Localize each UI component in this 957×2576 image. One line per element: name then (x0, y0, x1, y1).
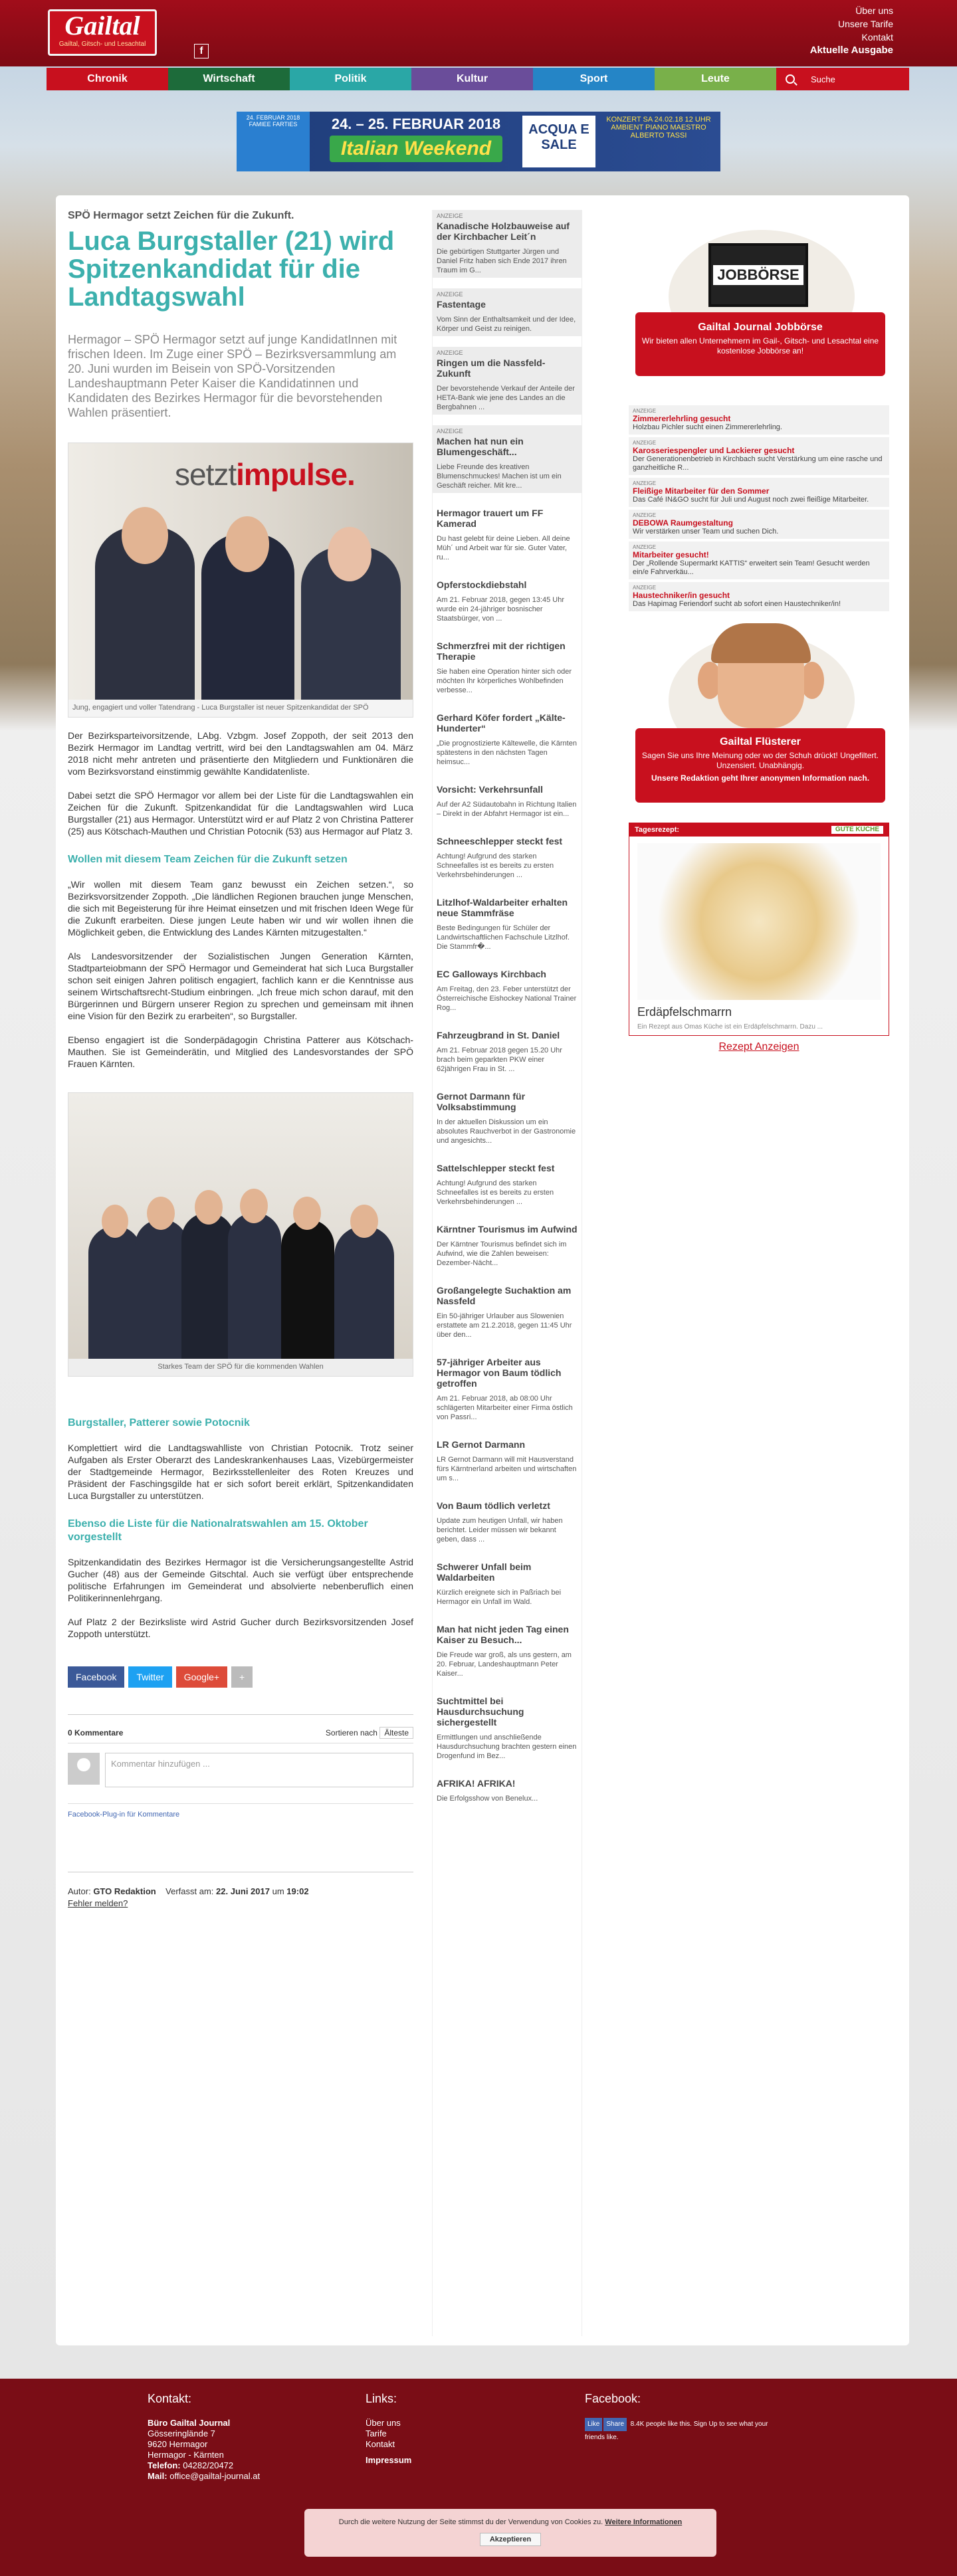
job-item[interactable] (629, 510, 889, 539)
share-twitter-button[interactable]: Twitter (128, 1666, 171, 1688)
news-teaser: Die Erfolgsshow von Benelux... (437, 1795, 538, 1803)
sidebar-news-item[interactable] (433, 1353, 582, 1425)
sidebar-news-item[interactable] (433, 780, 582, 821)
cookie-banner: Durch die weitere Nutzung der Seite stimmst du der Verwendung von Cookies zu. Weitere Informationen Akzeptieren (304, 2509, 716, 2557)
nav-kultur[interactable]: Kultur (411, 68, 533, 90)
recipe-box[interactable]: Tagesrezept: GUTE KÜCHE Erdäpfelschmarrn Ein Rezept aus Omas Küche ist ein Erdäpfelschmarrn. Dazu ... (629, 823, 889, 1036)
comments: 0 Kommentare Sortieren nach Älteste Kommentar hinzufügen ... Facebook-Plug-in für Kommentare (68, 1714, 413, 1819)
news-title: Litzlhof-Waldarbeiter erhalten neue Stammfräse (437, 897, 568, 918)
news-teaser: Der Kärntner Tourismus befindet sich im Aufwind, wie die Zahlen beweisen: Dezember-Nächt... (437, 1240, 567, 1267)
sidebar-news-item[interactable] (433, 1159, 582, 1209)
share-more-button[interactable]: + (231, 1666, 253, 1688)
news-teaser: Kürzlich ereignete sich in Paßriach bei Hermagor ein Unfall im Wald. (437, 1589, 562, 1606)
ad-label: ANZEIGE (437, 428, 463, 435)
subheading: Burgstaller, Patterer sowie Potocnik (68, 1417, 250, 1429)
news-title: 57-jähriger Arbeiter aus Hermagor von Baum tödlich getroffen (437, 1357, 562, 1389)
article-meta: Autor: GTO Redaktion Verfasst am: 22. Juni 2017 um 19:02 Fehler melden? (68, 1872, 413, 1910)
sidebar-news-item[interactable] (433, 1435, 582, 1486)
main-nav (47, 68, 909, 90)
sidebar-news-item[interactable] (433, 965, 582, 1015)
news-teaser: Achtung! Aufgrund des starken Schneefalles ist es bereits zu ersten Verkehrsbehinderungen ... (437, 1179, 554, 1206)
article-title: Luca Burgstaller (21) wird Spitzenkandidat für die Landtagswahl (68, 227, 395, 312)
sort-select[interactable]: Älteste (379, 1727, 413, 1739)
sidebar-news-item[interactable] (433, 425, 582, 493)
news-title: EC Galloways Kirchbach (437, 969, 546, 979)
site-logo[interactable]: Gailtal Gailtal, Gitsch- und Lesachtal (48, 9, 157, 56)
gute-kueche-logo: GUTE KÜCHE (831, 826, 883, 834)
news-teaser: Update zum heutigen Unfall, wir haben berichtet. Leider müssen wir bekannt geben, dass ... (437, 1517, 563, 1543)
sidebar-news-item[interactable] (433, 1774, 582, 1806)
ad-label: ANZEIGE (633, 408, 657, 414)
sidebar-news-item[interactable] (433, 832, 582, 882)
news-teaser: Die Freude war groß, als uns gestern, am 20. Februar, Landeshauptmann Peter Kaiser... (437, 1651, 572, 1678)
sidebar-news-item[interactable] (433, 1557, 582, 1609)
recipe-image (637, 843, 881, 1000)
news-title: Opferstockdiebstahl (437, 579, 527, 590)
news-title: Gernot Darmann für Volksabstimmung (437, 1091, 526, 1112)
sidebar-news-item[interactable] (433, 637, 582, 698)
sidebar-news-item[interactable] (433, 1496, 582, 1547)
job-teaser: Das Café IN&GO sucht für Juli und August noch zwei fleißige Mitarbeiter. (633, 496, 869, 504)
report-error-link[interactable]: Fehler melden? (68, 1898, 128, 1908)
job-list (629, 405, 889, 611)
comment-input[interactable]: Kommentar hinzufügen ... (105, 1753, 413, 1787)
sidebar-news-item[interactable] (433, 893, 582, 954)
news-teaser: In der aktuellen Diskussion um ein absolutes Rauchverbot in der Gastronomie und angesichts... (437, 1118, 576, 1145)
search-input[interactable]: Suche (776, 68, 909, 90)
ad-label: ANZEIGE (437, 349, 463, 356)
news-teaser: Am Freitag, den 23. Feber unterstützt der Österreichische Eishockey National Trainer Rog... (437, 985, 577, 1012)
news-title: Fastentage (437, 299, 486, 310)
news-title: Fahrzeugbrand in St. Daniel (437, 1030, 560, 1040)
news-teaser: Achtung! Aufgrund des starken Schneefalles ist es bereits zu ersten Verkehrsbehinderungen ... (437, 852, 554, 879)
ad-banner[interactable]: 24. FEBRUAR 2018 FAMIEE FARTIES 24. – 25. FEBRUAR 2018 Italian Weekend ACQUA E SALE KONZERT SA 24.02.18 12 UHR AMBIENT PIANO MAESTRO ALBERTO TASSI (237, 112, 720, 171)
news-teaser: „Die prognostizierte Kältewelle, die Kärnten spätestens in den nächsten Tagen heimsuc... (437, 740, 577, 766)
news-title: Sattelschlepper steckt fest (437, 1163, 555, 1173)
sidebar-news-item[interactable] (433, 504, 582, 565)
fluesterer-teaser[interactable]: Gailtal Flüsterer Sagen Sie uns Ihre Meinung oder wo der Schuh drückt! Ungefiltert. Unzensiert. Unabhängig. Unsere Redaktion geht Ihrer anonymen Information nach. (629, 622, 889, 815)
nav-politik[interactable]: Politik (290, 68, 411, 90)
news-title: Kanadische Holzbauweise auf der Kirchbacher Leit´n (437, 221, 570, 242)
news-title: Suchtmittel bei Hausdurchsuchung sichergestellt (437, 1696, 524, 1728)
article-body-2: Burgstaller, Patterer sowie Potocnik Komplettiert wird die Landtagswahlliste von Christian Potocnik. Trotz seiner Aufgaben als Erster Oberarzt des Landeskrankenhauses Laas, Vizebürgermeister der Stadtgemeinde Hermagor, Bezirksstellenleiter des Roten Kreuzes und Präsident der Faschingsgilde hat er sich sofort bereit erklärt, Spitzenkandidaten Luca Burgstaller zu unterstützen. Ebenso die Liste für die Nationalratswahlen am 15. Oktober vorgestellt Spitzenkandidatin des Bezirkes Hermagor ist die Versicherungsangestellte Astrid Gucher (48) aus der Gemeinde Gitschtal. Auch sie verfügt über entsprechende politische Erfahrungen im Gemeinderat und absolvierte nebenberuflich einen Politikerinnenlehrgang. Auf Platz 2 der Bezirksliste wird Astrid Gucher durch Bezirksvorsitzenden Josef Zoppoth unterstützt. (68, 1417, 413, 1639)
news-title: Schmerzfrei mit der richtigen Therapie (437, 641, 566, 662)
sidebar-news-item[interactable] (433, 1026, 582, 1076)
news-teaser: Der bevorstehende Verkauf der Anteile der HETA-Bank wie jene des Landes an die Bergbahnen ... (437, 385, 575, 411)
photo-image (68, 1093, 413, 1359)
job-title[interactable]: DEBOWA Raumgestaltung (633, 518, 733, 528)
job-title[interactable]: Zimmererlehrling gesucht (633, 414, 731, 423)
photo-image: setztimpulse. (68, 443, 413, 700)
news-teaser: Beste Bedingungen für Schüler der Landwirtschaftlichen Fachschule Litzlhof. Die Stammfr�... (437, 924, 570, 951)
ad-label: ANZEIGE (633, 585, 657, 591)
ad-label: ANZEIGE (633, 440, 657, 446)
subheading: Wollen mit diesem Team Zeichen für die Zukunft setzen (68, 854, 348, 865)
sidebar-news-item[interactable] (433, 1087, 582, 1148)
footer-link-tarife[interactable]: Tarife (366, 2428, 387, 2438)
job-title[interactable]: Mitarbeiter gesucht! (633, 550, 709, 559)
job-item[interactable] (629, 542, 889, 579)
news-teaser: Am 21. Februar 2018, ab 08:00 Uhr schlägerten Mitarbeiter einer Firma östlich von Passri... (437, 1395, 573, 1421)
news-title: Man hat nicht jeden Tag einen Kaiser zu Besuch... (437, 1624, 569, 1645)
news-title: Gerhard Köfer fordert „Kälte-Hunderter“ (437, 712, 566, 734)
facebook-icon[interactable]: f (194, 44, 209, 58)
news-title: LR Gernot Darmann (437, 1439, 526, 1450)
news-teaser: Liebe Freunde des kreativen Blumenschmuckes! Machen ist um ein Geschäft reicher. Mit kre... (437, 463, 562, 490)
news-teaser: Am 21. Februar 2018 gegen 15.20 Uhr brach beim geparkten PKW einer 62jährigen Frau in St. ... (437, 1046, 562, 1073)
search-icon[interactable] (786, 74, 795, 84)
job-teaser: Das Hapimag Feriendorf sucht ab sofort einen Haustechniker/in! (633, 600, 841, 608)
news-title: Kärntner Tourismus im Aufwind (437, 1224, 578, 1235)
ad-label: ANZEIGE (437, 291, 463, 298)
job-item[interactable] (629, 437, 889, 475)
avatar (68, 1753, 100, 1785)
ad-label: ANZEIGE (633, 480, 657, 486)
footer-mail[interactable]: office@gailtal-journal.at (169, 2471, 261, 2481)
sidebar-news-item[interactable] (433, 1692, 582, 1763)
news-title: Hermagor trauert um FF Kamerad (437, 508, 544, 529)
news-teaser: LR Gernot Darmann will mit Hausverstand fürs Kärntnerland arbeiten und wirtschaften um s... (437, 1456, 577, 1482)
photo-caption: Jung, engagiert und voller Tatendrang - Luca Burgstaller ist neuer Spitzenkandidat der SPÖ (72, 704, 369, 712)
sidebar-news-item[interactable] (433, 1220, 582, 1270)
sidebar-news-item[interactable] (433, 210, 582, 278)
job-teaser: Der „Rollende Supermarkt KATTIS“ erweitert sein Team! Gesucht werden ein/e Fahrverkäu... (633, 559, 870, 576)
news-title: AFRIKA! AFRIKA! (437, 1778, 516, 1789)
news-title: Ringen um die Nassfeld-Zukunft (437, 357, 546, 379)
article (68, 210, 413, 1910)
share-facebook-button[interactable]: Facebook (68, 1666, 124, 1688)
cookie-accept-button[interactable]: Akzeptieren (480, 2533, 541, 2546)
sidebar-news-item[interactable] (433, 1620, 582, 1681)
news-teaser: Vom Sinn der Enthaltsamkeit und der Idee, Körper und Geist zu reinigen. (437, 316, 576, 333)
footer: Kontakt: Büro Gailtal Journal Gösseringlände 7 9620 Hermagor Hermagor - Kärnten Telefon: 04282/20472 Mail: office@gailtal-journal.at Links: Über uns Tarife Kontakt Impressum Facebook: Like Share 8.4K people like this. Sign Up to see what your friends like. (0, 2379, 957, 2576)
news-teaser: Ein 50-jähriger Urlauber aus Slowenien erstattete am 21.2.2018, gegen 11:45 Uhr über den... (437, 1312, 572, 1339)
news-title: Von Baum tödlich verletzt (437, 1500, 550, 1511)
sidebar-news-item[interactable] (433, 288, 582, 336)
fb-share-button[interactable]: Share (603, 2418, 627, 2431)
fb-plugin-link[interactable]: Facebook-Plug-in für Kommentare (68, 1803, 413, 1819)
jobboerse-teaser[interactable]: JOBBÖRSE Gailtal Journal Jobbörse Wir bieten allen Unternehmern im Gail-, Gitsch- und Lesachtal eine kostenlose Jobbörse an! (629, 210, 889, 396)
news-title: Schwerer Unfall beim Waldarbeiten (437, 1561, 532, 1583)
article-photo-2[interactable] (68, 1092, 413, 1377)
job-item[interactable] (629, 405, 889, 435)
job-title[interactable]: Karosseriespengler und Lackierer gesucht (633, 446, 795, 455)
photo-caption: Starkes Team der SPÖ für die kommenden Wahlen (158, 1363, 324, 1371)
news-title: Schneeschlepper steckt fest (437, 836, 563, 846)
right-sidebar (629, 210, 889, 1053)
subheading: Ebenso die Liste für die Nationalratswahlen am 15. Oktober vorgestellt (68, 1518, 368, 1543)
sidebar-news-item[interactable] (433, 575, 582, 626)
news-teaser: Sie haben eine Operation hinter sich oder möchten Ihr körperliches Wohlbefinden verbesse... (437, 668, 572, 694)
job-teaser: Der Generationenbetrieb in Kirchbach sucht Verstärkung um eine rasche und ganzheitliche R... (633, 455, 883, 472)
recipe-button[interactable]: Rezept Anzeigen (718, 1041, 799, 1052)
fb-like-button[interactable]: Like (585, 2418, 602, 2431)
link-kontakt[interactable]: Kontakt (861, 32, 893, 43)
nav-leute[interactable]: Leute (655, 68, 776, 90)
job-title[interactable]: Haustechniker/in gesucht (633, 591, 730, 600)
news-teaser: Du hast gelebt für deine Lieben. All deine Müh´ und Arbeit war für sie. Guter Vater, ru... (437, 535, 570, 561)
news-teaser: Am 21. Februar 2018, gegen 13:45 Uhr wurde ein 24-jähriger bosnischer Staatsbürger, von ... (437, 596, 565, 623)
sidebar-news-item[interactable] (433, 347, 582, 415)
news-title: Machen hat nun ein Blumengeschäft... (437, 436, 524, 457)
content-panel (56, 195, 909, 2345)
ad-label: ANZEIGE (633, 512, 657, 518)
recipe-name: Erdäpfelschmarrn (637, 1005, 732, 1019)
header (0, 0, 957, 66)
share-google-button[interactable]: Google+ (176, 1666, 227, 1688)
sidebar-news-item[interactable] (433, 1281, 582, 1342)
footer-link-kontakt[interactable]: Kontakt (366, 2439, 395, 2449)
job-teaser: Holzbau Pichler sucht einen Zimmererlehrling. (633, 423, 782, 431)
link-aktuelle-ausgabe[interactable]: Aktuelle Ausgabe (809, 45, 893, 56)
job-item[interactable] (629, 582, 889, 611)
job-teaser: Wir verstärken unser Team und suchen Dich. (633, 528, 779, 536)
article-lead: Hermagor – SPÖ Hermagor setzt auf junge KandidatInnen mit frischen Ideen. Im Zuge einer SPÖ – Bezirksversammlung am 20. Juni wurden im Beisein von SPÖ-Vorsitzenden Landeshauptmann Peter Kaiser die Kandidatinnen und Kandidaten des Bezirkes Hermagor für die bevorstehenden Wahlen präsentiert. (68, 333, 397, 419)
article-body: Der Bezirksparteivorsitzende, LAbg. Vzbgm. Josef Zoppoth, der seit 2013 den Bezirk Hermagor im Landtag vertritt, wird bei den Landtagswahlen am 04. März 2018 nicht mehr antreten und präsentierte den Mitgliedern und Funktionären die vom Bezirksvorstand einstimmig gewählte Kandidatenliste. Dabei setzt die SPÖ Hermagor vor allem bei der Liste für die Landtagswahlen ein Zeichen für die Zukunft. Spitzenkandidat für die Landtagswahlen wird Luca Burgstaller (21) aus Hermagor. Unterstützt wird er auf Platz 2 von Christina Patterer (25) aus Kötschach-Mauthen und Christian Potocnik (53) aus Hermagor auf Platz 3. Wollen mit diesem Team Zeichen für die Zukunft setzen „Wir wollen mit diesem Team ganz bewusst ein Zeichen setzen.“, so Bezirksvorsitzender Zoppoth. „Die ländlichen Regionen brauchen junge Menschen, die sich mit Begeisterung für ihre Heimat einsetzen und mit frischen Ideen Wege für die Zukunft erarbeiten. Diese jungen Leute haben wir und wir wollen ihnen die Möglichkeit geben, die Entwicklung des Landes Kärnten mitzugestalten.“ Als Landesvorsitzender der Sozialistischen Jungen Generation Kärnten, Stadtparteiobmann der SPÖ Hermagor und Gemeinderat hat sich Luca Burgstaller schon seit einigen Jahren politisch engagiert, fachlich kann er die Kenntnisse aus seinem Wirtschaftsrecht-Studium einbringen. „Ich freue mich schon darauf, mit den Bürgerinnen und Bürgern unserer Region zu sprechen und gemeinsam mit ihnen eine Vision für den Bezirk zu erarbeiten“, so Burgstaller. Ebenso engagiert ist die Sonderpädagogin Christina Patterer aus Kötschach-Mauthen. Sie ist Gemeinderätin, und Mitglied des Landesvorstandes der SPÖ Frauen Kärnten. (68, 730, 413, 1069)
news-sidebar (432, 210, 582, 2336)
top-links (810, 4, 893, 57)
job-item[interactable] (629, 478, 889, 507)
sidebar-news-item[interactable] (433, 708, 582, 769)
news-title: Großangelegte Suchaktion am Nassfeld (437, 1285, 572, 1306)
news-teaser: Die gebürtigen Stuttgarter Jürgen und Daniel Fritz haben sich Ende 2017 ihren Traum im G... (437, 248, 567, 274)
link-tarife[interactable]: Unsere Tarife (837, 19, 893, 29)
cookie-info-link[interactable]: Weitere Informationen (605, 2518, 683, 2526)
news-teaser: Auf der A2 Südautobahn in Richtung Italien – Direkt in der Abfahrt Hermagor ist ein... (437, 801, 577, 818)
article-photo[interactable] (68, 443, 413, 718)
footer-link-ueber-uns[interactable]: Über uns (366, 2418, 401, 2428)
nav-chronik[interactable]: Chronik (47, 68, 168, 90)
nav-sport[interactable]: Sport (533, 68, 655, 90)
link-ueber-uns[interactable]: Über uns (855, 5, 893, 16)
ad-label: ANZEIGE (633, 544, 657, 550)
ad-label: ANZEIGE (437, 213, 463, 219)
news-teaser: Ermittlungen und anschließende Hausdurchsuchung brachten gestern einen Drogenfund im Bez... (437, 1734, 577, 1760)
monitor-icon: JOBBÖRSE (708, 243, 808, 307)
footer-link-impressum[interactable]: Impressum (366, 2455, 412, 2465)
news-title: Vorsicht: Verkehrsunfall (437, 784, 544, 795)
nav-wirtschaft[interactable]: Wirtschaft (168, 68, 290, 90)
job-title[interactable]: Fleißige Mitarbeiter für den Sommer (633, 486, 770, 496)
share-bar (68, 1666, 413, 1688)
article-kicker: SPÖ Hermagor setzt Zeichen für die Zukunft. (68, 210, 294, 221)
